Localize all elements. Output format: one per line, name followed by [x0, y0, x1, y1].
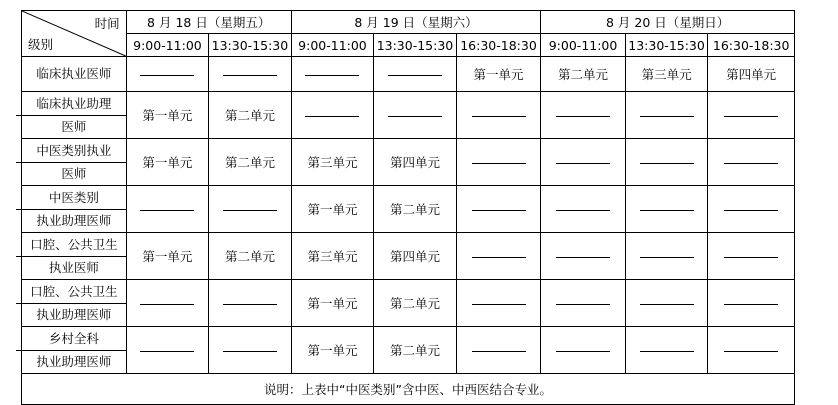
schedule-cell	[456, 327, 541, 374]
unit-label: 第四单元	[726, 67, 777, 82]
empty-dash	[388, 75, 442, 76]
empty-dash	[305, 116, 359, 117]
empty-dash	[472, 210, 526, 211]
schedule-cell	[209, 57, 292, 92]
schedule-cell	[456, 92, 541, 139]
schedule-cell	[209, 92, 292, 139]
schedule-cell	[541, 92, 626, 139]
schedule-cell	[126, 92, 209, 139]
schedule-cell	[209, 139, 292, 186]
category-label: 临床执业助理	[36, 95, 112, 111]
empty-dash	[472, 116, 526, 117]
category-cell	[22, 92, 127, 139]
empty-dash	[556, 210, 610, 211]
category-label: 乡村全科	[48, 330, 99, 346]
schedule-cell	[291, 233, 374, 280]
schedule-cell	[625, 92, 708, 139]
category-label: 医师	[16, 162, 126, 185]
category-label: 执业医师	[16, 256, 126, 279]
empty-dash	[556, 116, 610, 117]
schedule-cell	[456, 186, 541, 233]
schedule-cell	[625, 233, 708, 280]
empty-dash	[472, 163, 526, 164]
schedule-cell	[456, 139, 541, 186]
slot-header: 13:30-15:30	[374, 34, 457, 57]
empty-dash	[556, 351, 610, 352]
empty-dash	[223, 304, 277, 305]
empty-dash	[640, 210, 694, 211]
corner-header-cell	[22, 11, 127, 57]
empty-dash	[223, 210, 277, 211]
table-row	[22, 327, 795, 374]
corner-time-label: 时间	[94, 16, 120, 31]
category-label: 口腔、公共卫生	[30, 236, 118, 252]
empty-dash	[388, 116, 442, 117]
empty-dash	[556, 163, 610, 164]
empty-dash	[140, 304, 194, 305]
empty-dash	[724, 210, 778, 211]
schedule-cell	[541, 186, 626, 233]
empty-dash	[724, 351, 778, 352]
corner-level-label: 级别	[28, 37, 54, 52]
schedule-cell	[126, 186, 209, 233]
exam-schedule-table	[21, 10, 795, 405]
unit-label: 第二单元	[558, 67, 609, 82]
schedule-cell	[625, 186, 708, 233]
empty-dash	[724, 304, 778, 305]
schedule-cell	[708, 186, 795, 233]
empty-dash	[640, 163, 694, 164]
schedule-cell	[374, 280, 457, 327]
schedule-cell	[708, 233, 795, 280]
schedule-cell	[291, 92, 374, 139]
slot-header: 9:00-11:00	[291, 34, 374, 57]
empty-dash	[305, 75, 359, 76]
schedule-cell	[291, 327, 374, 374]
category-label: 执业助理医师	[16, 209, 126, 232]
category-label: 口腔、公共卫生	[30, 283, 118, 299]
empty-dash	[724, 163, 778, 164]
schedule-cell	[456, 280, 541, 327]
empty-dash	[472, 257, 526, 258]
category-label: 临床执业医师	[36, 66, 112, 81]
empty-dash	[140, 351, 194, 352]
day-header: 8 月 19 日（星期六）	[291, 11, 541, 34]
schedule-cell	[374, 233, 457, 280]
schedule-cell	[625, 57, 708, 92]
schedule-cell	[291, 139, 374, 186]
table-row	[22, 233, 795, 280]
unit-label: 第一单元	[307, 296, 358, 311]
empty-dash	[640, 304, 694, 305]
empty-dash	[140, 75, 194, 76]
slot-header: 9:00-11:00	[126, 34, 209, 57]
schedule-cell	[374, 186, 457, 233]
schedule-cell	[126, 57, 209, 92]
schedule-cell	[541, 280, 626, 327]
slot-header: 9:00-11:00	[541, 34, 626, 57]
schedule-cell	[126, 139, 209, 186]
unit-label: 第一单元	[142, 155, 193, 170]
schedule-cell	[209, 233, 292, 280]
table-row	[22, 139, 795, 186]
schedule-cell	[708, 92, 795, 139]
schedule-cell	[625, 280, 708, 327]
schedule-cell	[126, 280, 209, 327]
category-cell	[22, 280, 127, 327]
category-cell	[22, 186, 127, 233]
category-cell	[22, 233, 127, 280]
table-row	[22, 92, 795, 139]
header-row-days	[22, 11, 795, 34]
unit-label: 第二单元	[389, 296, 440, 311]
unit-label: 第三单元	[307, 155, 358, 170]
day-header: 8 月 20 日（星期日）	[541, 11, 795, 34]
category-label: 执业助理医师	[16, 303, 126, 326]
schedule-cell	[209, 186, 292, 233]
note-row	[22, 374, 795, 405]
unit-label: 第二单元	[389, 202, 440, 217]
day-header: 8 月 18 日（星期五）	[126, 11, 291, 34]
schedule-cell	[625, 327, 708, 374]
schedule-cell	[456, 233, 541, 280]
empty-dash	[556, 304, 610, 305]
unit-label: 第一单元	[142, 108, 193, 123]
category-label: 执业助理医师	[16, 350, 126, 373]
schedule-cell	[374, 139, 457, 186]
header-row-slots	[22, 34, 795, 57]
schedule-cell	[708, 327, 795, 374]
schedule-cell	[541, 57, 626, 92]
empty-dash	[724, 116, 778, 117]
schedule-cell	[209, 327, 292, 374]
schedule-cell	[374, 327, 457, 374]
unit-label: 第二单元	[224, 249, 275, 264]
empty-dash	[724, 257, 778, 258]
schedule-cell	[541, 233, 626, 280]
unit-label: 第一单元	[473, 67, 524, 82]
schedule-cell	[291, 280, 374, 327]
schedule-cell	[456, 57, 541, 92]
empty-dash	[556, 257, 610, 258]
table-row	[22, 186, 795, 233]
table-row	[22, 57, 795, 92]
empty-dash	[223, 75, 277, 76]
empty-dash	[472, 304, 526, 305]
category-label: 中医类别执业	[36, 142, 112, 158]
schedule-cell	[209, 280, 292, 327]
category-label: 医师	[16, 115, 126, 138]
slot-header: 13:30-15:30	[209, 34, 292, 57]
unit-label: 第四单元	[389, 155, 440, 170]
unit-label: 第二单元	[224, 108, 275, 123]
table-row	[22, 280, 795, 327]
empty-dash	[140, 210, 194, 211]
schedule-cell	[625, 139, 708, 186]
unit-label: 第一单元	[142, 249, 193, 264]
empty-dash	[472, 351, 526, 352]
unit-label: 第一单元	[307, 343, 358, 358]
slot-header: 13:30-15:30	[625, 34, 708, 57]
empty-dash	[640, 257, 694, 258]
unit-label: 第二单元	[224, 155, 275, 170]
unit-label: 第四单元	[389, 249, 440, 264]
slot-header: 16:30-18:30	[456, 34, 541, 57]
schedule-cell	[291, 186, 374, 233]
schedule-cell	[708, 139, 795, 186]
note-text: 说明：上表中“中医类别”含中医、中西医结合专业。	[22, 374, 795, 405]
category-cell	[22, 57, 127, 92]
schedule-cell	[708, 280, 795, 327]
schedule-cell	[374, 92, 457, 139]
category-label: 中医类别	[48, 189, 99, 205]
schedule-cell	[126, 327, 209, 374]
slot-header: 16:30-18:30	[708, 34, 795, 57]
unit-label: 第二单元	[389, 343, 440, 358]
unit-label: 第三单元	[641, 67, 692, 82]
empty-dash	[640, 351, 694, 352]
unit-label: 第三单元	[307, 249, 358, 264]
schedule-cell	[374, 57, 457, 92]
unit-label: 第一单元	[307, 202, 358, 217]
category-cell	[22, 139, 127, 186]
schedule-cell	[126, 233, 209, 280]
schedule-cell	[541, 139, 626, 186]
schedule-cell	[291, 57, 374, 92]
schedule-cell	[708, 57, 795, 92]
empty-dash	[223, 351, 277, 352]
empty-dash	[640, 116, 694, 117]
schedule-cell	[541, 327, 626, 374]
category-cell	[22, 327, 127, 374]
